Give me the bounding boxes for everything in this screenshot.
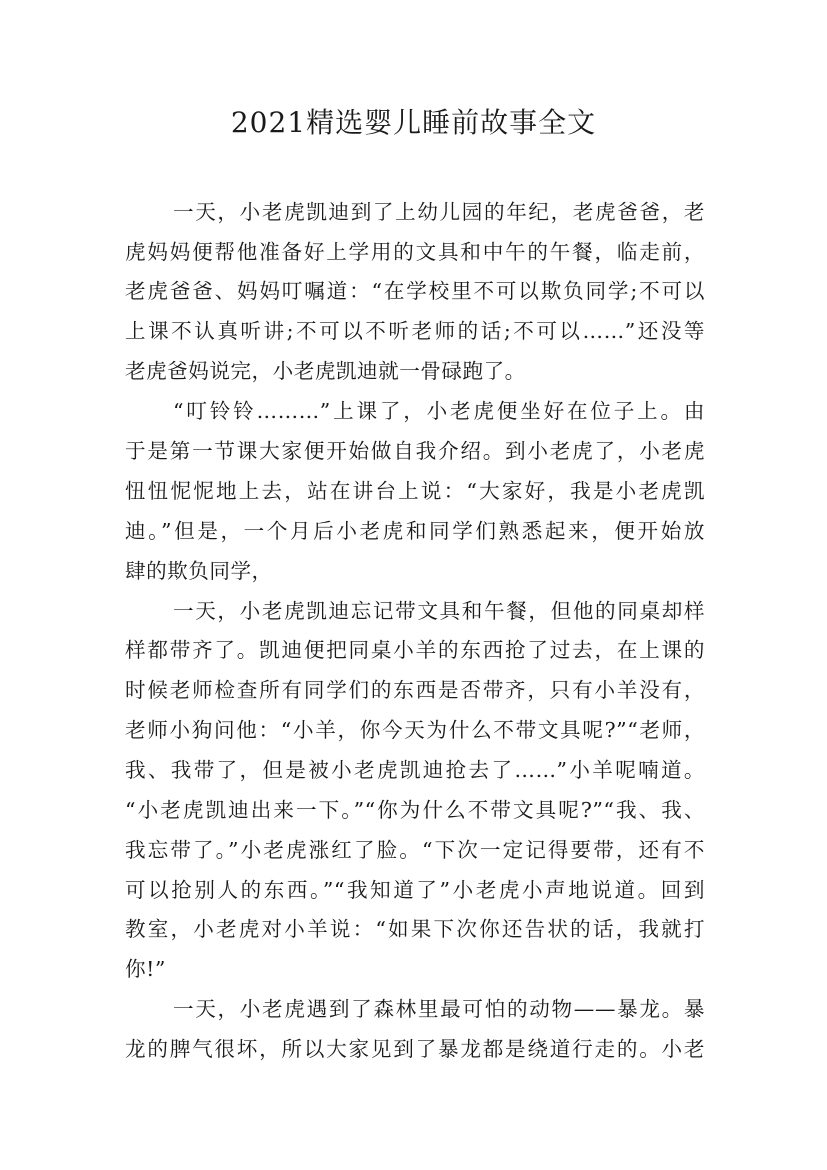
- paragraph-3-line-6: “小老虎凯迪出来一下。”“你为什么不带文具呢?”“我、我、: [125, 798, 705, 822]
- paragraph-3-line-3: 时候老师检查所有同学们的东西是否带齐，只有小羊没有，: [125, 678, 705, 702]
- paragraph-3-line-9: 教室，小老虎对小羊说：“如果下次你还告状的话，我就打: [125, 917, 705, 941]
- paragraph-4-line-2: 龙的脾气很坏，所以大家见到了暴龙都是绕道行走的。小老: [125, 1037, 705, 1061]
- paragraph-1-line-4: 上课不认真听讲;不可以不听老师的话;不可以……”还没等: [125, 319, 705, 343]
- paragraph-2-line-4: 迪。”但是，一个月后小老虎和同学们熟悉起来，便开始放: [125, 519, 705, 543]
- paragraph-3-line-10: 你!”: [125, 957, 166, 981]
- paragraph-3-line-7: 我忘带了。”小老虎涨红了脸。“下次一定记得要带，还有不: [125, 838, 705, 862]
- paragraph-3-line-8: 可以抢别人的东西。”“我知道了”小老虎小声地说道。回到: [125, 878, 705, 902]
- document-title: 2021精选婴儿睡前故事全文: [230, 106, 597, 139]
- paragraph-1-line-2: 虎妈妈便帮他准备好上学用的文具和中午的午餐，临走前，: [125, 240, 705, 264]
- paragraph-2-line-2: 于是第一节课大家便开始做自我介绍。到小老虎了，小老虎: [125, 439, 705, 463]
- paragraph-1-line-5: 老虎爸妈说完，小老虎凯迪就一骨碌跑了。: [125, 359, 526, 383]
- paragraph-2-line-5: 肆的欺负同学，: [125, 559, 273, 583]
- paragraph-4-line-1: 一天，小老虎遇到了森林里最可怕的动物——暴龙。暴: [173, 997, 705, 1021]
- paragraph-3-line-4: 老师小狗问他：“小羊，你今天为什么不带文具呢?”“老师，: [125, 718, 705, 742]
- paragraph-1-line-3: 老虎爸爸、妈妈叮嘱道：“在学校里不可以欺负同学;不可以: [125, 279, 705, 303]
- paragraph-1-line-1: 一天，小老虎凯迪到了上幼儿园的年纪，老虎爸爸，老: [173, 200, 705, 224]
- paragraph-3-line-2: 样都带齐了。凯迪便把同桌小羊的东西抢了过去，在上课的: [125, 638, 705, 662]
- paragraph-2-line-3: 忸忸怩怩地上去，站在讲台上说：“大家好，我是小老虎凯: [125, 479, 705, 503]
- paragraph-3-line-1: 一天，小老虎凯迪忘记带文具和午餐，但他的同桌却样: [173, 599, 705, 623]
- paragraph-2-line-1: “叮铃铃………”上课了，小老虎便坐好在位子上。由: [173, 399, 705, 423]
- paragraph-3-line-5: 我、我带了，但是被小老虎凯迪抢去了……”小羊呢喃道。: [125, 758, 705, 782]
